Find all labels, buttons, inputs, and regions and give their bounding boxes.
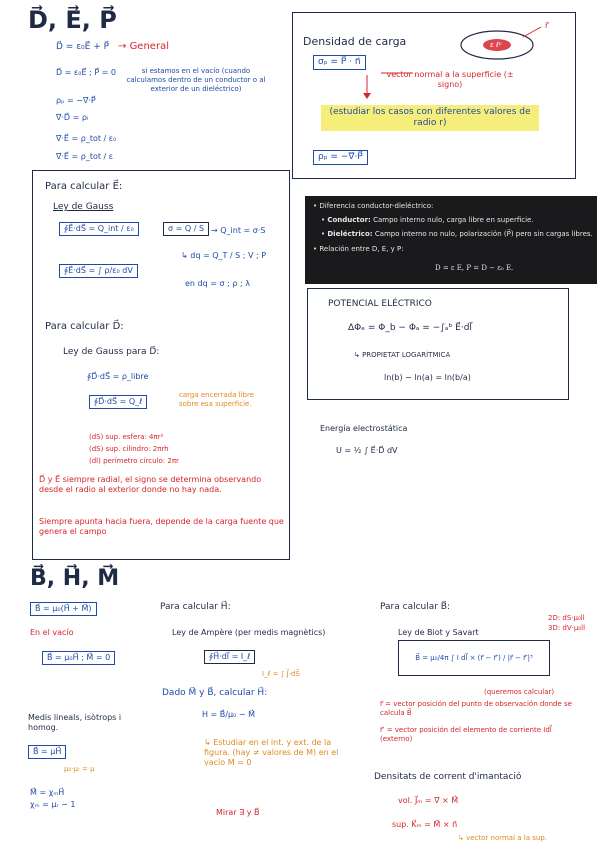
biot-side-note-1: 2D: dS·μ₀ll <box>548 614 585 622</box>
eq-gauss-box: ∮E⃗·dS⃗ = Q_int / ε₀ <box>59 222 139 236</box>
dark-formula: D = ε E, P = D − ε₀ E. <box>435 264 514 272</box>
eq-div-d: ∇⃗·D⃗ = ρₗ <box>56 113 89 122</box>
eq-dq1: ↳ dq = Q_T / S ; V ; P <box>181 251 267 260</box>
dark-item-4: • Relación entre D, E, y P: <box>313 245 404 253</box>
study-radius-note: (estudiar los casos con diferentes valores de radio r) <box>321 105 539 131</box>
eq-jm: vol. J⃗ₘ = ∇⃗ × M⃗ <box>398 796 459 805</box>
vacuum-note: si estamos en el vacío (cuando calculamos dentro de un conductor o al exterior de un dieléctrico) <box>126 67 266 93</box>
eq-rho-pol: ρₚ = −∇⃗·P⃗ <box>56 96 96 105</box>
dark-item-4-text: Relación entre D, E, y P: <box>319 245 404 253</box>
eq-ampere-box: ∮H⃗·dl⃗ = I_ℓ <box>204 650 255 664</box>
calc-e-title: Para calcular E⃗: <box>45 181 123 192</box>
calc-d-title: Para calcular D⃗: <box>45 321 124 332</box>
label-general-text: General <box>129 41 169 52</box>
eq-log: ln(b) − ln(a) = ln(b/a) <box>384 373 471 382</box>
eq-b-media-box: B⃗ = μH⃗ <box>28 745 66 759</box>
dark-item-3-text: Campo interno no nulo, polarización (P⃗) pero sin cargas libres. <box>374 230 593 238</box>
eq-d-free: ∮D⃗·dS⃗ = ρ_libre <box>87 372 149 381</box>
eq-qint: → Q_int = σ·S <box>211 226 266 235</box>
normal-sup-note: ↳ vector normal a la sup. <box>458 834 547 842</box>
potential-title: POTENCIAL ELÉCTRICO <box>328 299 432 309</box>
eq-potential: ΔΦₑ = Φ_b − Φₐ = −∫ₐᵇ E⃗·dl⃗ <box>348 323 472 333</box>
biot-title: Ley de Biot y Savart <box>398 628 479 637</box>
free-charge-note: carga encerrada libre sobre esa superficie. <box>179 391 254 408</box>
dark-item-3-label: Dieléctrico: <box>327 230 373 238</box>
biot-side-note-2: 3D: dV·μ₀ll <box>548 624 586 632</box>
ds-sphere: (dS) sup. esfera: 4πr² <box>89 433 164 441</box>
calc-h-title: Para calcular H⃗: <box>160 602 231 612</box>
eq-b-general-box: B⃗ = μ₀(H⃗ + M⃗) <box>30 602 97 616</box>
h-study-note: ↳ Estudiar en el int. y ext. de la figura. (hay ≠ valores de M) en el vacío M = 0 <box>204 738 339 767</box>
r-vector-note: r⃗ = vector posición del punto de observación donde se calcula B⃗ <box>380 700 572 717</box>
section-title-dep: D⃗, E⃗, P⃗ <box>28 6 117 34</box>
eq-chi: χₘ = μᵣ − 1 <box>30 800 76 809</box>
eq-h: H = B⃗/μ₀ − M⃗ <box>202 710 255 719</box>
calc-b-title: Para calcular B⃗: <box>380 602 451 612</box>
dark-item-2-label: Conductor: <box>327 216 371 224</box>
ds-cylinder: (dS) sup. cilindro: 2πrh <box>89 445 169 453</box>
eq-sigma-box: σₚ = P⃗ · n⃗ <box>313 55 366 70</box>
direction-note: Siempre apunta hacia fuera, depende de la carga fuente que genera el campo <box>39 517 284 536</box>
eq-div-e2: ∇⃗·E⃗ = ρ_tot / ε <box>56 152 114 161</box>
eq-km: sup. K⃗ₘ = M⃗ × n⃗ <box>392 820 458 829</box>
eq-div-e1: ∇⃗·E⃗ = ρ_tot / ε₀ <box>56 134 117 143</box>
dark-item-1-text: Diferencia conductor-dieléctrico: <box>319 202 434 210</box>
calc-note: (queremos calcular) <box>484 688 555 696</box>
figure-label-inner: ε ℓᵖ <box>490 41 502 49</box>
charge-density-box <box>292 12 576 179</box>
eq-b-vacuum-box: B⃗ = μ₀H⃗ ; M⃗ = 0 <box>42 651 115 665</box>
media-note: Medis lineals, isòtrops i homog. <box>28 713 122 732</box>
mu-note: μ₀·μᵣ = μ <box>64 765 95 773</box>
ring-figure-icon <box>453 23 553 73</box>
eq-d-box: ∮D⃗·dS⃗ = Q_ℓ <box>89 395 147 409</box>
section-title-bhm: B⃗, H⃗, M⃗ <box>30 566 120 591</box>
dark-item-2-text: Campo interno nulo, carga libre en superficie. <box>373 216 534 224</box>
eq-energy: U = ½ ∫ E⃗·D⃗ dV <box>336 446 398 455</box>
normal-note: vector normal a la superficie (± signo) <box>386 70 514 89</box>
given-m-b: Dado M⃗ y B⃗, calcular H⃗: <box>162 688 268 698</box>
dark-item-1: • Diferencia conductor-dieléctrico: <box>313 202 434 210</box>
eq-vacuum: D⃗ = ε₀E⃗ ; P⃗ = 0 <box>56 68 117 77</box>
densities-title: Densitats de corrent d'imantació <box>374 772 522 782</box>
energy-title: Energía electrostática <box>320 424 408 433</box>
dark-item-3: • Dieléctrico: Campo interno no nulo, polarización (P⃗) pero sin cargas libres. <box>321 230 593 238</box>
gauss-title: Ley de Gauss <box>53 202 114 212</box>
conductor-dielectric-box <box>305 196 597 284</box>
gauss-d-title: Ley de Gauss para D⃗: <box>63 347 160 357</box>
eq-rho-box: ρₚ = −∇⃗·P⃗ <box>313 150 368 165</box>
dark-item-2: • Conductor: Campo interno nulo, carga libre en superficie. <box>321 216 534 224</box>
eq-biot-box: B⃗ = μ₀/4π ∫ I dl⃗ × (r⃗ − r⃗′) / |r⃗ − r⃗′|³ <box>398 640 550 676</box>
figure-label-outer: r⃗ <box>545 21 549 30</box>
ampere-title: Ley de Ampère (per medis magnètics) <box>172 628 326 637</box>
eq-sigma-box-e: σ = Q / S <box>163 222 209 236</box>
eq-il: I_ℓ = ∫ J⃗·dS⃗ <box>262 670 300 678</box>
eq-m: M⃗ = χₘH⃗ <box>30 788 65 797</box>
potential-box <box>307 288 569 400</box>
radial-note: D⃗ y E⃗ siempre radial, el signo se determina observando desde el radio al exterior donde no hay nada. <box>39 475 262 494</box>
log-property: ↳ PROPIETAT LOGARÍTMICA <box>354 351 451 359</box>
eq-general: D⃗ = ε₀E⃗ + P⃗ <box>56 42 110 52</box>
calc-e-d-box <box>32 170 290 560</box>
vacuum-label: En el vacío <box>30 628 74 637</box>
eq-dq2: en dq = σ ; ρ ; λ <box>185 279 250 288</box>
mirror-note: Mirar ∃ y B⃗ <box>216 808 260 817</box>
dl-circle: (dl) perímetro círculo: 2πr <box>89 457 179 465</box>
eq-gauss-vol-box: ∮E⃗·dS⃗ = ∫ ρ/ε₀ dV <box>59 264 138 278</box>
r-prime-note: r⃗′ = vector posición del elemento de corriente Idl⃗ (externo) <box>380 726 552 743</box>
charge-density-title: Densidad de carga <box>303 35 407 48</box>
label-general: → General <box>118 41 169 52</box>
